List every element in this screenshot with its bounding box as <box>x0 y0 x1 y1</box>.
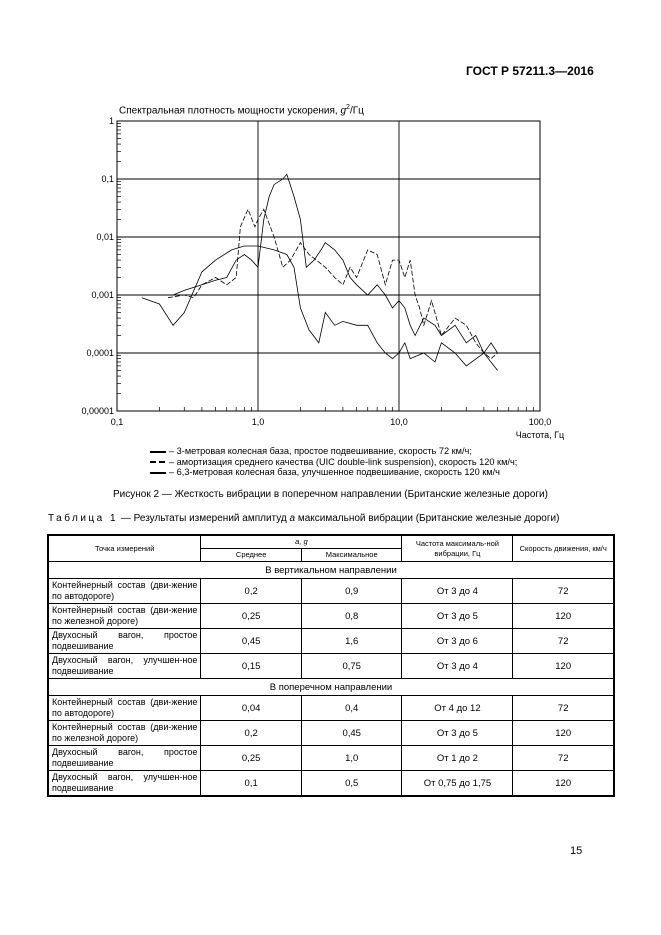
cell-max: 1,6 <box>301 629 402 654</box>
cell-point: Контейнерный состав (дви-жение по железной дороге) <box>48 604 201 629</box>
section-title: В поперечном направлении <box>48 679 614 696</box>
table-row <box>48 654 614 679</box>
header-a-g: a, g <box>201 535 402 549</box>
header-mean: Среднее <box>201 549 302 562</box>
cell-max: 0,45 <box>301 721 402 746</box>
cell-max: 0,8 <box>301 604 402 629</box>
header-speed: Скорость движения, км/ч <box>513 535 614 562</box>
legend-entry-2 <box>150 457 517 468</box>
section-title: В вертикальном направлении <box>48 562 614 579</box>
cell-point: Контейнерный состав (дви-жение по автодороге) <box>48 696 201 721</box>
cell-mean: 0,45 <box>201 629 302 654</box>
cell-speed: 72 <box>513 579 614 604</box>
cell-max: 1,0 <box>301 746 402 771</box>
section-row <box>48 562 614 579</box>
header-max: Максимальное <box>301 549 402 562</box>
table-row <box>48 604 614 629</box>
cell-mean: 0,15 <box>201 654 302 679</box>
table-caption <box>48 513 559 524</box>
cell-point: Контейнерный состав (дви-жение по железной дороге) <box>48 721 201 746</box>
cell-speed: 120 <box>513 654 614 679</box>
y-tick-label: 1 <box>108 116 114 126</box>
cell-mean: 0,04 <box>201 696 302 721</box>
y-tick-label: 0,00001 <box>81 406 114 416</box>
page-number: 15 <box>570 845 583 857</box>
cell-mean: 0,25 <box>201 604 302 629</box>
cell-speed: 72 <box>513 696 614 721</box>
y-axis-title-unit-sup: 2 <box>346 104 350 111</box>
x-tick-label: 10,0 <box>390 417 408 427</box>
cell-point: Двухосный вагон, простое подвешивание <box>48 629 201 654</box>
cell-freq: От 3 до 5 <box>402 604 513 629</box>
cell-freq: От 3 до 6 <box>402 629 513 654</box>
legend-label-3: – 6,3-метровая колесная база, улучшенное подвешивание, скорость 120 км/ч <box>169 467 500 477</box>
table-row <box>48 696 614 721</box>
x-axis-label: Частота, Гц <box>515 430 565 440</box>
standard-number: ГОСТ Р 57211.3—2016 <box>466 64 594 78</box>
y-tick-label: 0,0001 <box>86 348 114 358</box>
table-row <box>48 629 614 654</box>
y-axis-title-unit-g: g <box>340 105 347 117</box>
y-axis-title-unit-rest: /Гц <box>349 105 364 117</box>
cell-mean: 0,25 <box>201 746 302 771</box>
cell-mean: 0,2 <box>201 721 302 746</box>
header-point: Точка измерений <box>48 535 201 562</box>
cell-max: 0,9 <box>301 579 402 604</box>
table-caption-var: a <box>289 513 296 524</box>
table-row <box>48 721 614 746</box>
y-tick-label: 0,01 <box>96 232 114 242</box>
legend-label-1: – 3-метровая колесная база, простое подвешивание, скорость 72 км/ч; <box>169 446 472 456</box>
section-row <box>48 679 614 696</box>
cell-max: 0,5 <box>301 771 402 797</box>
cell-freq: От 4 до 12 <box>402 696 513 721</box>
y-axis-title-main: Спектральная плотность мощности ускорения, <box>119 105 341 117</box>
table-row <box>48 771 614 797</box>
cell-speed: 120 <box>513 771 614 797</box>
cell-freq: От 1 до 2 <box>402 746 513 771</box>
y-tick-label: 0,1 <box>101 174 114 184</box>
legend-entry-1 <box>150 446 517 457</box>
header-freq: Частота максималь-ной вибрации, Гц <box>402 535 513 562</box>
cell-freq: От 3 до 4 <box>402 579 513 604</box>
series-line-2 <box>168 209 498 358</box>
cell-freq: От 3 до 4 <box>402 654 513 679</box>
cell-point: Контейнерный состав (дви-жение по автодороге) <box>48 579 201 604</box>
table-caption-pre: — Результаты измерений амплитуд <box>118 513 290 524</box>
plot-frame <box>117 121 540 411</box>
cell-max: 0,75 <box>301 654 402 679</box>
cell-point: Двухосный вагон, улучшен-ное подвешивание <box>48 654 201 679</box>
results-table <box>47 534 615 797</box>
chart-legend <box>150 446 517 478</box>
cell-freq: От 0,75 до 1,75 <box>402 771 513 797</box>
table-row <box>48 579 614 604</box>
cell-speed: 72 <box>513 746 614 771</box>
cell-point: Двухосный вагон, улучшен-ное подвешивание <box>48 771 201 797</box>
series-line-1 <box>142 246 498 371</box>
x-tick-label: 1,0 <box>251 417 265 427</box>
table-caption-post: максимальной вибрации (Британские железные дороги) <box>295 513 560 524</box>
table-caption-label: Таблица 1 <box>48 513 119 524</box>
cell-freq: От 3 до 5 <box>402 721 513 746</box>
cell-max: 0,4 <box>301 696 402 721</box>
cell-mean: 0,2 <box>201 579 302 604</box>
y-tick-label: 0,001 <box>91 290 114 300</box>
cell-mean: 0,1 <box>201 771 302 797</box>
figure-caption: Рисунок 2 — Жесткость вибрации в поперечном направлении (Британские железные дороги) <box>113 489 548 500</box>
x-tick-label: 0,1 <box>110 417 124 427</box>
legend-label-2: – амортизация среднего качества (UIC double-link suspension), скорость 120 км/ч; <box>169 456 518 467</box>
x-tick-label: 100,0 <box>528 417 552 427</box>
table-row <box>48 746 614 771</box>
legend-entry-3 <box>150 467 517 478</box>
cell-speed: 72 <box>513 629 614 654</box>
cell-speed: 120 <box>513 604 614 629</box>
spectral-chart <box>0 0 661 440</box>
cell-point: Двухосный вагон, простое подвешивание <box>48 746 201 771</box>
cell-speed: 120 <box>513 721 614 746</box>
